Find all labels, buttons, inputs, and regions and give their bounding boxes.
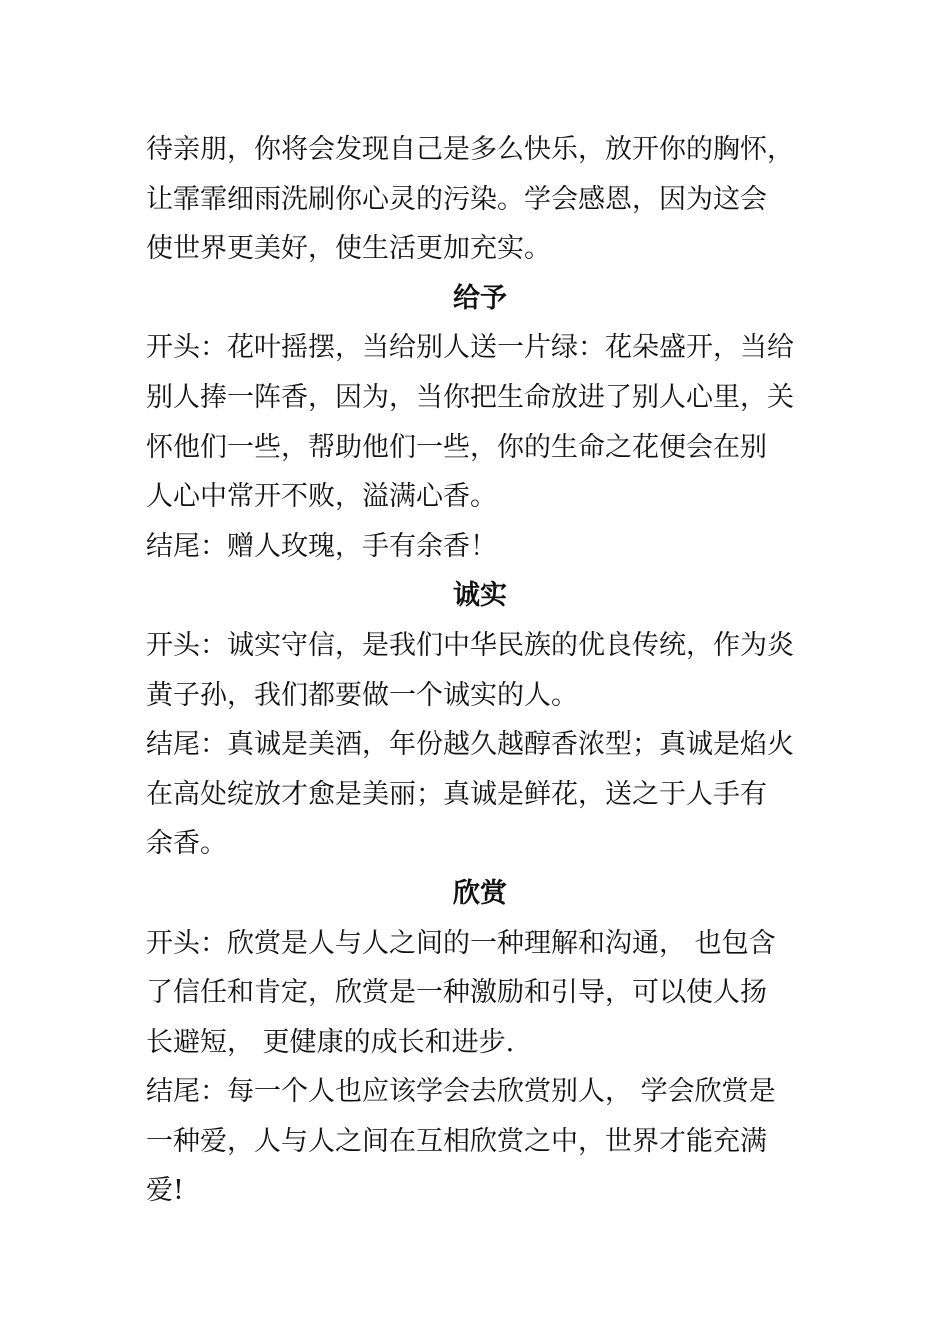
opening-paragraph [146, 621, 814, 720]
text-line: 开头：诚实守信，是我们中华民族的优良传统，作为炎 [146, 629, 794, 661]
opening-paragraph [146, 919, 814, 1068]
text-line: 开头：欣赏是人与人之间的一种理解和沟通， 也包含 [146, 927, 776, 959]
section-appreciation [146, 869, 814, 1216]
closing-paragraph [146, 1067, 814, 1216]
intro-paragraph [146, 125, 814, 274]
section-heading: 诚实 [453, 580, 507, 612]
text-line: 一种爱，人与人之间在互相欣赏之中，世界才能充满 [146, 1125, 767, 1157]
closing-paragraph [146, 720, 814, 869]
text-line: 人心中常开不败，溢满心香。 [146, 481, 497, 513]
text-line: 了信任和肯定，欣赏是一种激励和引导，可以使人扬 [146, 977, 767, 1009]
text-line: 待亲朋，你将会发现自己是多么快乐，放开你的胸怀， [146, 134, 794, 165]
text-line: 开头：花叶摇摆，当给别人送一片绿：花朵盛开，当给 [146, 332, 794, 364]
text-line: 结尾：真诚是美酒，年份越久越醇香浓型；真诚是焰火 [146, 729, 794, 761]
section-honesty [146, 571, 814, 869]
text-line: 在高处绽放才愈是美丽；真诚是鲜花，送之于人手有 [146, 778, 767, 810]
text-line: 让霏霏细雨洗刷你心灵的污染。学会感恩，因为这会 [146, 183, 767, 215]
document-body [146, 125, 814, 1216]
text-line: 余香。 [146, 828, 227, 860]
section-giving [146, 274, 814, 572]
text-line: 爱! [146, 1175, 184, 1207]
text-line: 黄子孙，我们都要做一个诚实的人。 [146, 679, 578, 711]
text-line: 结尾：每一个人也应该学会去欣赏别人， 学会欣赏是 [146, 1076, 776, 1108]
section-heading: 欣赏 [453, 877, 507, 909]
text-line: 长避短， 更健康的成长和进步. [146, 1026, 515, 1058]
section-heading: 给予 [453, 282, 507, 314]
closing-paragraph [146, 522, 814, 572]
text-line: 结尾：赠人玫瑰，手有余香！ [146, 530, 497, 562]
text-line: 怀他们一些，帮助他们一些，你的生命之花便会在别 [146, 431, 767, 463]
text-line: 别人捧一阵香，因为，当你把生命放进了别人心里，关 [146, 381, 794, 413]
opening-paragraph [146, 323, 814, 521]
text-line: 使世界更美好，使生活更加充实。 [146, 233, 551, 265]
